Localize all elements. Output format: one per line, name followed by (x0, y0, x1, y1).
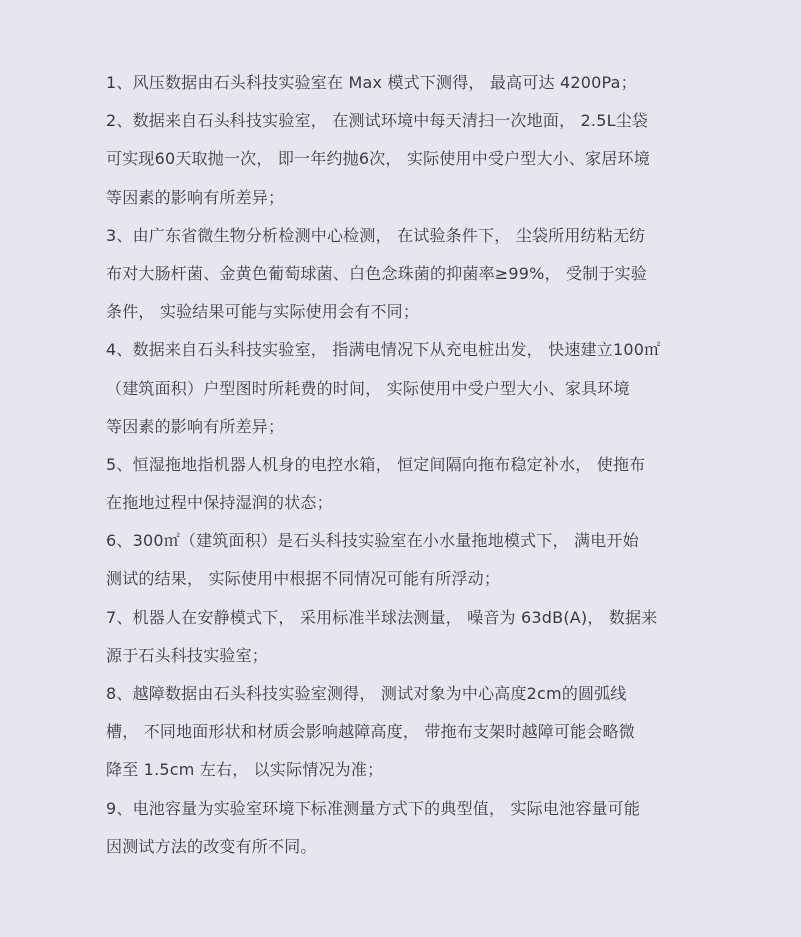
footnote-line: 7、机器人在安静模式下， 采用标准半球法测量， 噪音为 63dB(A)， 数据来 (106, 607, 658, 627)
footnote-line: 5、恒湿拖地指机器人机身的电控水箱， 恒定间隔向拖布稳定补水， 使拖布 (106, 454, 646, 474)
footnote-line: 布对大肠杆菌、金黄色葡萄球菌、白色念珠菌的抑菌率≥99%， 受制于实验 (106, 263, 648, 283)
footnote-item (106, 675, 706, 790)
footnote-line: 槽， 不同地面形状和材质会影响越障高度， 带拖布支架时越障可能会略微 (106, 722, 635, 742)
footnote-item (106, 790, 706, 866)
footnote-line: 等因素的影响有所差异； (106, 187, 285, 207)
footnote-line: 1、风压数据由石头科技实验室在 Max 模式下测得， 最高可达 4200Pa； (106, 73, 637, 92)
footnote-line: 测试的结果， 实际使用中根据不同情况可能有所浮动； (106, 569, 501, 589)
footnote-item (106, 102, 706, 217)
footnote-item (106, 217, 706, 332)
footnote-item (106, 64, 706, 102)
footnote-line: 9、电池容量为实验室环境下标准测量方式下的典型值， 实际电池容量可能 (106, 798, 641, 818)
footnote-line: 降至 1.5cm 左右， 以实际情况为准； (106, 760, 384, 780)
footnote-item (106, 599, 706, 675)
footnote-line: 3、由广东省微生物分析检测中心检测， 在试验条件下， 尘袋所用纺粘无纺 (106, 225, 646, 245)
footnote-item (106, 331, 706, 446)
footnote-list (106, 64, 706, 866)
footnote-line: 4、数据来自石头科技实验室， 指满电情况下从充电桩出发， 快速建立100㎡ (106, 340, 661, 360)
footnote-line: 在拖地过程中保持湿润的状态； (106, 493, 333, 513)
footnote-line: 6、300㎡（建筑面积）是石头科技实验室在小水量拖地模式下， 满电开始 (106, 531, 639, 551)
footnote-line: 等因素的影响有所差异； (106, 416, 285, 436)
footnote-line: 可实现60天取抛一次， 即一年约抛6次， 实际使用中受户型大小、家居环境 (106, 149, 650, 169)
footnote-line: （建筑面积）户型图时所耗费的时间， 实际使用中受户型大小、家具环境 (106, 378, 630, 398)
footnote-item (106, 446, 706, 522)
footnote-line: 8、越障数据由石头科技实验室测得， 测试对象为中心高度2cm的圆弧线 (106, 684, 627, 703)
footnote-item (106, 522, 706, 598)
footnote-line: 源于石头科技实验室； (106, 645, 269, 665)
footnote-line: 2、数据来自石头科技实验室， 在测试环境中每天清扫一次地面， 2.5L尘袋 (106, 111, 649, 131)
footnote-line: 因测试方法的改变有所不同。 (106, 836, 317, 856)
footnote-line: 条件， 实验结果可能与实际使用会有不同； (106, 302, 420, 322)
